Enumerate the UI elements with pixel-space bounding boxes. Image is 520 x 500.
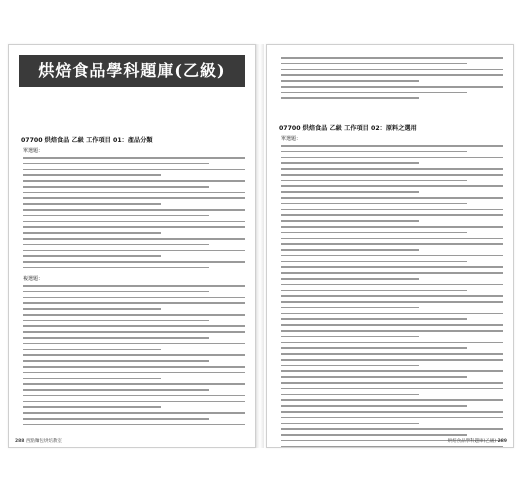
question-type-label: 複選題： [23, 276, 44, 282]
page-number: 289 [497, 439, 507, 444]
page-footer [448, 438, 507, 444]
left-page [8, 44, 256, 448]
question-text-block [23, 157, 245, 273]
question-text-block [281, 57, 503, 103]
section-heading: 07700 烘焙食品 乙級 工作項目 02：原料之選用 [279, 125, 417, 132]
book-gutter [256, 44, 264, 448]
question-text-block [281, 145, 503, 448]
right-page [266, 44, 514, 448]
question-text-block [23, 285, 245, 430]
footer-text: 西點麵包烘焙教室 [25, 439, 62, 444]
question-type-label: 單選題： [23, 148, 44, 154]
question-type-label: 單選題： [281, 136, 302, 142]
footer-text: 烘焙食品學科題庫(乙級) [447, 439, 497, 444]
chapter-banner [19, 55, 245, 87]
page-number: 288 [15, 439, 25, 444]
chapter-banner-title: 烘焙食品學科題庫(乙級) [38, 61, 226, 80]
section-heading: 07700 烘焙食品 乙級 工作項目 01：產品分類 [21, 137, 153, 144]
page-footer [15, 438, 62, 444]
